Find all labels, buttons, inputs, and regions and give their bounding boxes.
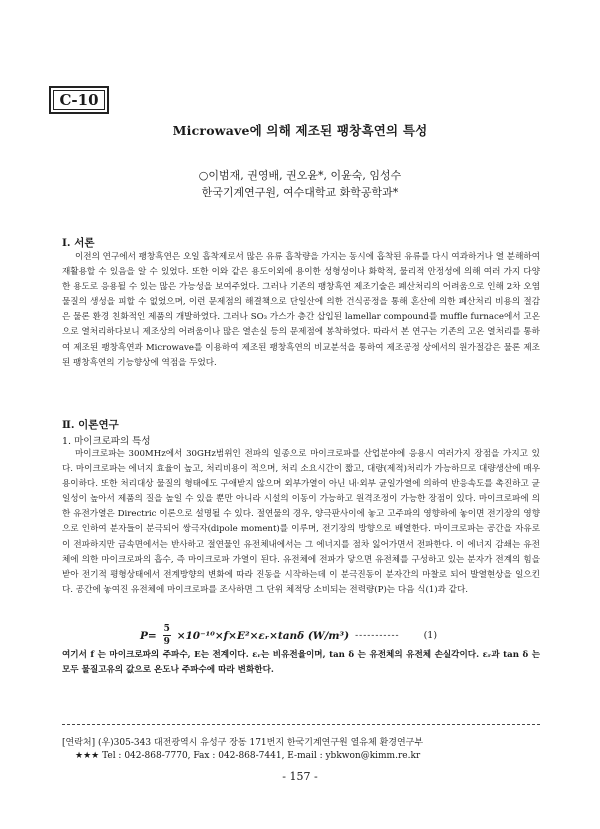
equation-fraction <box>163 624 171 647</box>
microwave-paragraph: 마이크로파는 300MHz에서 30GHz범위인 전파의 일종으로 마이크로파를 산업분야에 응용시 여러가지 장점을 가지고 있다. 마이크로파는 에너지 효율이 높고, 처리비용이 적으며, 처리 소요시간이 짧고, 대량(제적)처리가 가능하므로 대량생산에 매우 용이하다. 또한 처리대상 물질의 형태에도 구애받지 않으며 외부가열이 아닌 내·외부 균일가열에 의하여 반응속도를 촉진하고 균일성이 높아서 제품의 질을 높일 수 있을 뿐만 아니라 시설의 이동이 가능하고 원격조정이 가능한 장점이 있다. 마이크로파에 의한 유전가열은 Directric 이론으로 설명될 수 있다. 절연물의 경우, 양극판사이에 놓고 고주파의 영향하에 놓이면 전기장의 영향으로 인하여 분자들이 분극되어 쌍극자(dipole moment)를 이루며, 전기장의 방향으로 배열한다. 마이크로파는 공간을 자유로이 전파하지만 금속면에서는 반사하고 절연물인 유전체내에서는 그 에너지를 점차 잃어가면서 전파한다. 이 에너지 감쇄는 유전체에 의한 마이크로파의 흡수, 즉 마이크로파 가열이 된다. 유전체에 전파가 닿으면 유전체를 구성하고 있는 분자가 전계의 힘을 받아 전기적 평형상태에서 전계방향의 변화에 따라 진동을 시작하는데 이 분극진동이 분자간의 마찰로 되어 발열현상을 일으킨다. 공간에 놓여진 유전체에 마이크로파를 조사하면 그 단위 체적당 소비되는 전력량(P)는 다음 식(1)과 같다. <box>62 449 540 595</box>
affiliation: 한국기계연구원, 여수대학교 화학공학과* <box>201 186 399 199</box>
equation-number: (1) <box>423 630 438 641</box>
fraction-denominator: 9 <box>163 637 170 647</box>
equation-lhs: P= <box>140 629 157 642</box>
footer-divider <box>62 724 540 725</box>
contact-address: [연락처] (우)305-343 대전광역시 유성구 장동 171번지 한국기계연구원 열유체 환경연구부 <box>62 738 424 748</box>
equation-leader: ----------- <box>355 630 400 641</box>
equation-rhs: ×10⁻¹⁰×f×E²×εᵣ×tanδ (W/m³) <box>176 629 350 642</box>
section-heading-intro: Ⅰ. 서론 <box>62 237 95 249</box>
author-list: ○이범재, 권영배, 권오윤*, 이윤숙, 임성수 <box>198 169 402 182</box>
power-equation <box>140 624 437 647</box>
paper-title: Microwave에 의해 제조된 팽창흑연의 특성 <box>172 123 428 138</box>
intro-paragraph: 이전의 연구에서 팽창흑연은 오일 흡착제로서 많은 유류 흡착량을 가지는 동시에 흡착된 유류를 다시 여과하거나 열 분해하여 재활용할 수 있음을 알 수 있었다. 또한 이와 같은 용도이외에 용이한 성형성이나 화학적, 물리적 안정성에 의해 여러 가지 다양한 용도로 응용될 수 있는 많은 가능성을 보여주었다. 그러나 기존의 팽창흑연 제조기술은 폐산처리의 어려움으로 인해 2차 오염물질의 생성을 피할 수 없었으며, 이런 문제점의 해결책으로 단일산에 의한 건식공정을 통해 혼산에 의한 폐산처리 비용의 절감은 물론 환경 친화적인 제품의 개발하였다. 그러나 SO₃ 가스가 층간 삽입된 lamellar compound를 muffle furnace에서 고온으로 열처리하다보니 제조상의 어려움이나 많은 열손실 등의 문제점에 봉착하였다. 따라서 본 연구는 기존의 고온 열처리를 통하여 제조된 팽창흑연과 Microwave를 이용하여 제조된 팽창흑연의 비교분석을 통하여 제조공정 상에서의 원가절감은 물론 제조된 팽창흑연의 기능향상에 역점을 두었다. <box>62 252 540 368</box>
subsection-heading-microwave: 1. 마이크로파의 특성 <box>62 436 151 447</box>
variable-definition-paragraph: 여기서 f 는 마이크로파의 주파수, E는 전계이다. εᵣ는 비유전율이며, tan δ 는 유전체의 유전체 손실각이다. εᵣ과 tan δ 는 모두 물질고유의 값으로 온도나 주파수에 따라 변화한다. <box>62 650 540 676</box>
page-number: - 157 - <box>282 770 318 783</box>
section-heading-theory: Ⅱ. 이론연구 <box>62 419 119 431</box>
session-code-box <box>49 86 109 114</box>
fraction-numerator: 5 <box>163 624 170 634</box>
fraction-bar <box>163 635 171 636</box>
contact-phone-email: ★★★ Tel : 042-868-7770, Fax : 042-868-7441, E-mail : ybkwon@kimm.re.kr <box>75 751 421 761</box>
session-code: C-10 <box>59 91 99 109</box>
